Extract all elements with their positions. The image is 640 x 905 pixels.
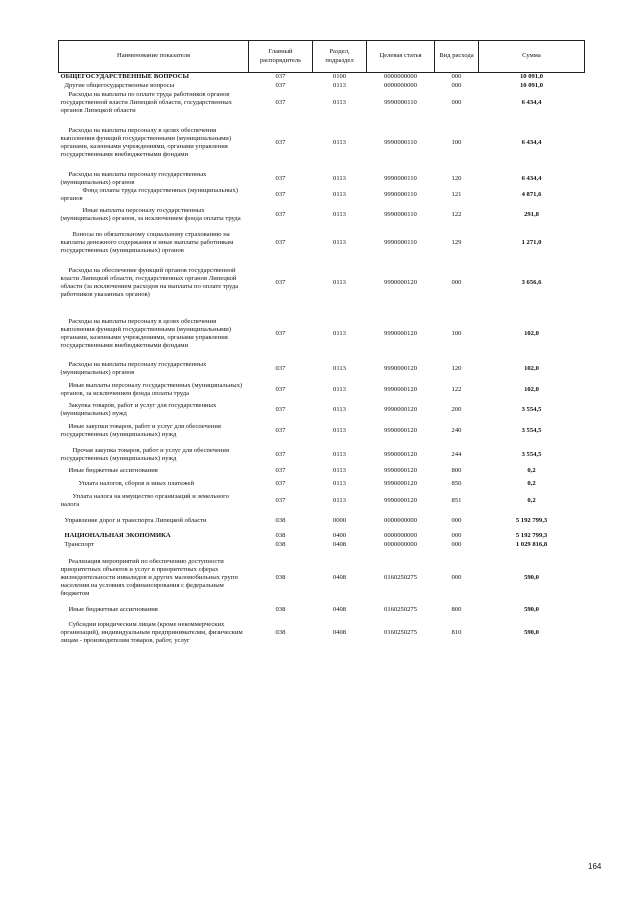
row-expense-type: 100 bbox=[451, 138, 462, 146]
table-row bbox=[59, 510, 585, 532]
row-section: 0000 bbox=[332, 516, 347, 524]
table-row bbox=[59, 378, 585, 402]
row-expense-type: 000 bbox=[451, 73, 462, 81]
row-name: Расходы на выплаты персоналу в целях обеспечения выполнения функций государственными (муниципальными) органами, казенными учреждениями, органами управления государственными внебюджетными фондами bbox=[60, 317, 232, 349]
row-chief-manager: 037 bbox=[275, 406, 286, 414]
row-expense-type: 100 bbox=[451, 329, 462, 337]
row-section: 0100 bbox=[332, 73, 347, 81]
table-body bbox=[59, 73, 585, 651]
header-name: Наименование показателя bbox=[59, 41, 249, 73]
row-name: Другие общегосударственные вопросы bbox=[64, 81, 175, 89]
row-sum: 0,2 bbox=[527, 467, 536, 475]
row-chief-manager: 037 bbox=[275, 210, 286, 218]
row-expense-type: 000 bbox=[451, 516, 462, 524]
row-sum: 3 554,5 bbox=[521, 450, 542, 458]
table-row bbox=[59, 493, 585, 510]
row-chief-manager: 037 bbox=[275, 238, 286, 246]
table-row bbox=[59, 443, 585, 467]
row-chief-manager: 037 bbox=[275, 480, 286, 488]
row-target-article: 0160250275 bbox=[384, 573, 417, 581]
table-row bbox=[59, 532, 585, 541]
row-target-article: 9990000120 bbox=[384, 480, 417, 488]
row-sum: 10 091,0 bbox=[519, 73, 544, 81]
row-section: 0113 bbox=[333, 174, 346, 182]
row-section: 0113 bbox=[333, 385, 346, 393]
row-target-article: 9990000120 bbox=[384, 278, 417, 286]
row-target-article: 9990000110 bbox=[384, 138, 417, 146]
row-name: Реализация мероприятий по обеспечению доступности приоритетных объектов и услуг в приоритетных сферах жизнедеятельности инвалидов и других маломобильных групп населения на условиях софинансирования с федеральным бюджетом bbox=[60, 557, 238, 597]
table-row bbox=[59, 259, 585, 307]
table-row bbox=[59, 187, 585, 203]
table-row bbox=[59, 171, 585, 187]
row-target-article: 0000000000 bbox=[384, 541, 417, 549]
row-target-article: 0160250275 bbox=[384, 606, 417, 614]
row-chief-manager: 037 bbox=[275, 278, 286, 286]
table-row bbox=[59, 615, 585, 651]
table-header bbox=[59, 41, 585, 73]
row-expense-type: 122 bbox=[451, 210, 462, 218]
table-row bbox=[59, 203, 585, 227]
row-section: 0113 bbox=[333, 467, 346, 475]
row-name: ОБЩЕГОСУДАРСТВЕННЫЕ ВОПРОСЫ bbox=[60, 73, 189, 81]
row-chief-manager: 037 bbox=[275, 450, 286, 458]
row-section: 0113 bbox=[333, 480, 346, 488]
row-name: Иные выплаты персоналу государственных (муниципальных) органов, за исключением фонда оплаты труда bbox=[60, 381, 243, 397]
row-name: Фонд оплаты труда государственных (муниципальных) органов bbox=[60, 186, 238, 202]
header-chief-manager: Главный распорядитель bbox=[249, 41, 313, 73]
row-section: 0408 bbox=[332, 628, 347, 636]
row-target-article: 9990000110 bbox=[384, 174, 417, 182]
row-chief-manager: 037 bbox=[275, 467, 286, 475]
row-target-article: 9990000120 bbox=[384, 450, 417, 458]
row-name: Прочая закупка товаров, работ и услуг для обеспечения государственных (муниципальных) нужд bbox=[60, 446, 229, 462]
row-expense-type: 120 bbox=[451, 174, 462, 182]
row-sum: 6 434,4 bbox=[521, 138, 542, 146]
row-name: Иные закупки товаров, работ и услуг для обеспечения государственных (муниципальных) нужд bbox=[60, 422, 221, 438]
row-target-article: 9990000110 bbox=[384, 238, 417, 246]
row-name: Иные выплаты персоналу государственных (муниципальных) органов, за исключением фонда оплаты труда bbox=[60, 206, 241, 222]
row-name: Иные бюджетные ассигнования bbox=[68, 467, 158, 475]
row-expense-type: 000 bbox=[451, 98, 462, 106]
row-target-article: 9990000120 bbox=[384, 467, 417, 475]
row-name: Расходы на выплаты персоналу в целях обеспечения выполнения функций государственными (муниципальными) органами, казенными учреждениями, органами управления государственными внебюджетными фондами bbox=[60, 126, 232, 158]
row-sum: 102,0 bbox=[524, 329, 539, 337]
row-expense-type: 200 bbox=[451, 406, 462, 414]
row-section: 0400 bbox=[332, 532, 347, 540]
row-section: 0113 bbox=[333, 81, 346, 89]
row-chief-manager: 038 bbox=[275, 532, 286, 540]
row-chief-manager: 037 bbox=[275, 497, 286, 505]
row-sum: 6 434,4 bbox=[521, 174, 542, 182]
row-section: 0113 bbox=[333, 329, 346, 337]
row-section: 0113 bbox=[333, 138, 346, 146]
row-chief-manager: 037 bbox=[275, 174, 286, 182]
row-target-article: 9990000120 bbox=[384, 497, 417, 505]
table-row bbox=[59, 402, 585, 419]
row-chief-manager: 037 bbox=[275, 138, 286, 146]
row-name: НАЦИОНАЛЬНАЯ ЭКОНОМИКА bbox=[64, 532, 171, 540]
row-expense-type: 244 bbox=[451, 450, 462, 458]
row-section: 0113 bbox=[333, 98, 346, 106]
row-sum: 1 271,0 bbox=[521, 238, 542, 246]
row-chief-manager: 038 bbox=[275, 573, 286, 581]
row-chief-manager: 037 bbox=[275, 329, 286, 337]
row-target-article: 0000000000 bbox=[384, 73, 417, 81]
row-chief-manager: 037 bbox=[275, 190, 286, 198]
row-sum: 3 554,5 bbox=[521, 426, 542, 434]
row-sum: 1 029 816,8 bbox=[515, 541, 548, 549]
row-sum: 3 554,5 bbox=[521, 406, 542, 414]
header-target-article: Целевая статья bbox=[367, 41, 435, 73]
row-chief-manager: 037 bbox=[275, 73, 286, 81]
row-sum: 590,0 bbox=[524, 573, 539, 581]
row-expense-type: 000 bbox=[451, 278, 462, 286]
row-section: 0113 bbox=[333, 406, 346, 414]
row-target-article: 9990000110 bbox=[384, 190, 417, 198]
row-name: Уплата налогов, сборов и иных платежей bbox=[78, 480, 194, 488]
row-chief-manager: 038 bbox=[275, 541, 286, 549]
page-number: 164 bbox=[588, 862, 602, 871]
row-name: Уплата налога на имущество организаций и земельного налога bbox=[60, 493, 229, 509]
row-name: Транспорт bbox=[64, 541, 94, 549]
row-target-article: 9990000120 bbox=[384, 406, 417, 414]
header-section: Раздел, подраздел bbox=[313, 41, 367, 73]
row-name: Расходы на выплаты персоналу государственных (муниципальных) органов bbox=[60, 361, 207, 377]
row-expense-type: 122 bbox=[451, 385, 462, 393]
row-chief-manager: 038 bbox=[275, 606, 286, 614]
table-row bbox=[59, 307, 585, 361]
table-row bbox=[59, 361, 585, 378]
row-chief-manager: 038 bbox=[275, 628, 286, 636]
row-expense-type: 000 bbox=[451, 573, 462, 581]
row-expense-type: 120 bbox=[451, 365, 462, 373]
header-sum: Сумма bbox=[479, 41, 585, 73]
row-sum: 590,0 bbox=[524, 606, 539, 614]
row-section: 0113 bbox=[333, 238, 346, 246]
row-sum: 590,0 bbox=[524, 628, 539, 636]
row-sum: 5 192 799,3 bbox=[515, 516, 548, 524]
row-target-article: 9990000120 bbox=[384, 329, 417, 337]
table-row bbox=[59, 541, 585, 550]
row-chief-manager: 037 bbox=[275, 81, 286, 89]
row-expense-type: 129 bbox=[451, 238, 462, 246]
row-target-article: 9990000120 bbox=[384, 365, 417, 373]
table-row bbox=[59, 227, 585, 259]
row-sum: 102,0 bbox=[524, 365, 539, 373]
row-expense-type: 851 bbox=[451, 497, 462, 505]
row-sum: 10 091,0 bbox=[519, 81, 544, 89]
row-name: Закупка товаров, работ и услуг для государственных (муниципальных) нужд bbox=[60, 402, 217, 418]
row-section: 0113 bbox=[333, 278, 346, 286]
row-sum: 102,0 bbox=[524, 385, 539, 393]
row-target-article: 0000000000 bbox=[384, 532, 417, 540]
table-row bbox=[59, 419, 585, 443]
row-target-article: 0000000000 bbox=[384, 81, 417, 89]
table-row bbox=[59, 467, 585, 476]
row-chief-manager: 037 bbox=[275, 385, 286, 393]
row-chief-manager: 038 bbox=[275, 516, 286, 524]
row-target-article: 9990000120 bbox=[384, 385, 417, 393]
row-sum: 4 871,6 bbox=[521, 190, 542, 198]
row-target-article: 0160250275 bbox=[384, 628, 417, 636]
table-row bbox=[59, 606, 585, 615]
row-expense-type: 000 bbox=[451, 541, 462, 549]
table-row bbox=[59, 91, 585, 115]
row-section: 0113 bbox=[333, 365, 346, 373]
header-expense-type: Вид расхода bbox=[435, 41, 479, 73]
row-target-article: 9990000110 bbox=[384, 98, 417, 106]
row-name: Управление дорог и транспорта Липецкой области bbox=[64, 516, 207, 524]
row-expense-type: 800 bbox=[451, 606, 462, 614]
row-expense-type: 000 bbox=[451, 532, 462, 540]
table-row bbox=[59, 82, 585, 91]
row-expense-type: 800 bbox=[451, 467, 462, 475]
row-section: 0408 bbox=[332, 541, 347, 549]
row-section: 0113 bbox=[333, 497, 346, 505]
row-expense-type: 850 bbox=[451, 480, 462, 488]
row-sum: 5 192 799,3 bbox=[515, 532, 548, 540]
row-chief-manager: 037 bbox=[275, 365, 286, 373]
row-sum: 0,2 bbox=[527, 480, 536, 488]
row-name: Расходы на выплаты по оплате труда работников органов государственной власти Липецкой области, государственных органов Липецкой области bbox=[60, 90, 232, 114]
budget-table bbox=[58, 40, 585, 651]
row-sum: 3 656,6 bbox=[521, 278, 542, 286]
row-section: 0408 bbox=[332, 606, 347, 614]
table-row bbox=[59, 115, 585, 171]
row-expense-type: 121 bbox=[451, 190, 462, 198]
row-name: Расходы на выплаты персоналу государственных (муниципальных) органов bbox=[60, 170, 207, 186]
row-section: 0113 bbox=[333, 426, 346, 434]
row-target-article: 9990000110 bbox=[384, 210, 417, 218]
row-sum: 6 434,4 bbox=[521, 98, 542, 106]
row-section: 0113 bbox=[333, 190, 346, 198]
row-target-article: 9990000120 bbox=[384, 426, 417, 434]
row-section: 0113 bbox=[333, 210, 346, 218]
row-name: Расходы на обеспечение функций органов государственной власти Липецкой области, государственных органов Липецкой области (за исключением расходов на выплаты по оплате труда работников указанных органов) bbox=[60, 266, 239, 298]
row-target-article: 0000000000 bbox=[384, 516, 417, 524]
row-expense-type: 240 bbox=[451, 426, 462, 434]
row-name: Субсидии юридическим лицам (кроме некоммерческих организаций), индивидуальным предпринимателям, физическим лицам - производителям товаров, работ, услуг bbox=[60, 620, 243, 644]
table-row bbox=[59, 73, 585, 82]
row-section: 0408 bbox=[332, 573, 347, 581]
row-chief-manager: 037 bbox=[275, 426, 286, 434]
table-row bbox=[59, 476, 585, 493]
row-expense-type: 000 bbox=[451, 81, 462, 89]
row-sum: 0,2 bbox=[527, 497, 536, 505]
table-row bbox=[59, 550, 585, 606]
row-name: Иные бюджетные ассигнования bbox=[68, 606, 158, 614]
row-chief-manager: 037 bbox=[275, 98, 286, 106]
row-expense-type: 810 bbox=[451, 628, 462, 636]
row-sum: 291,8 bbox=[524, 210, 539, 218]
row-section: 0113 bbox=[333, 450, 346, 458]
row-name: Взносы по обязательному социальному страхованию на выплаты денежного содержания и иные выплаты работникам государственных (муниципальных) органов bbox=[60, 230, 234, 254]
